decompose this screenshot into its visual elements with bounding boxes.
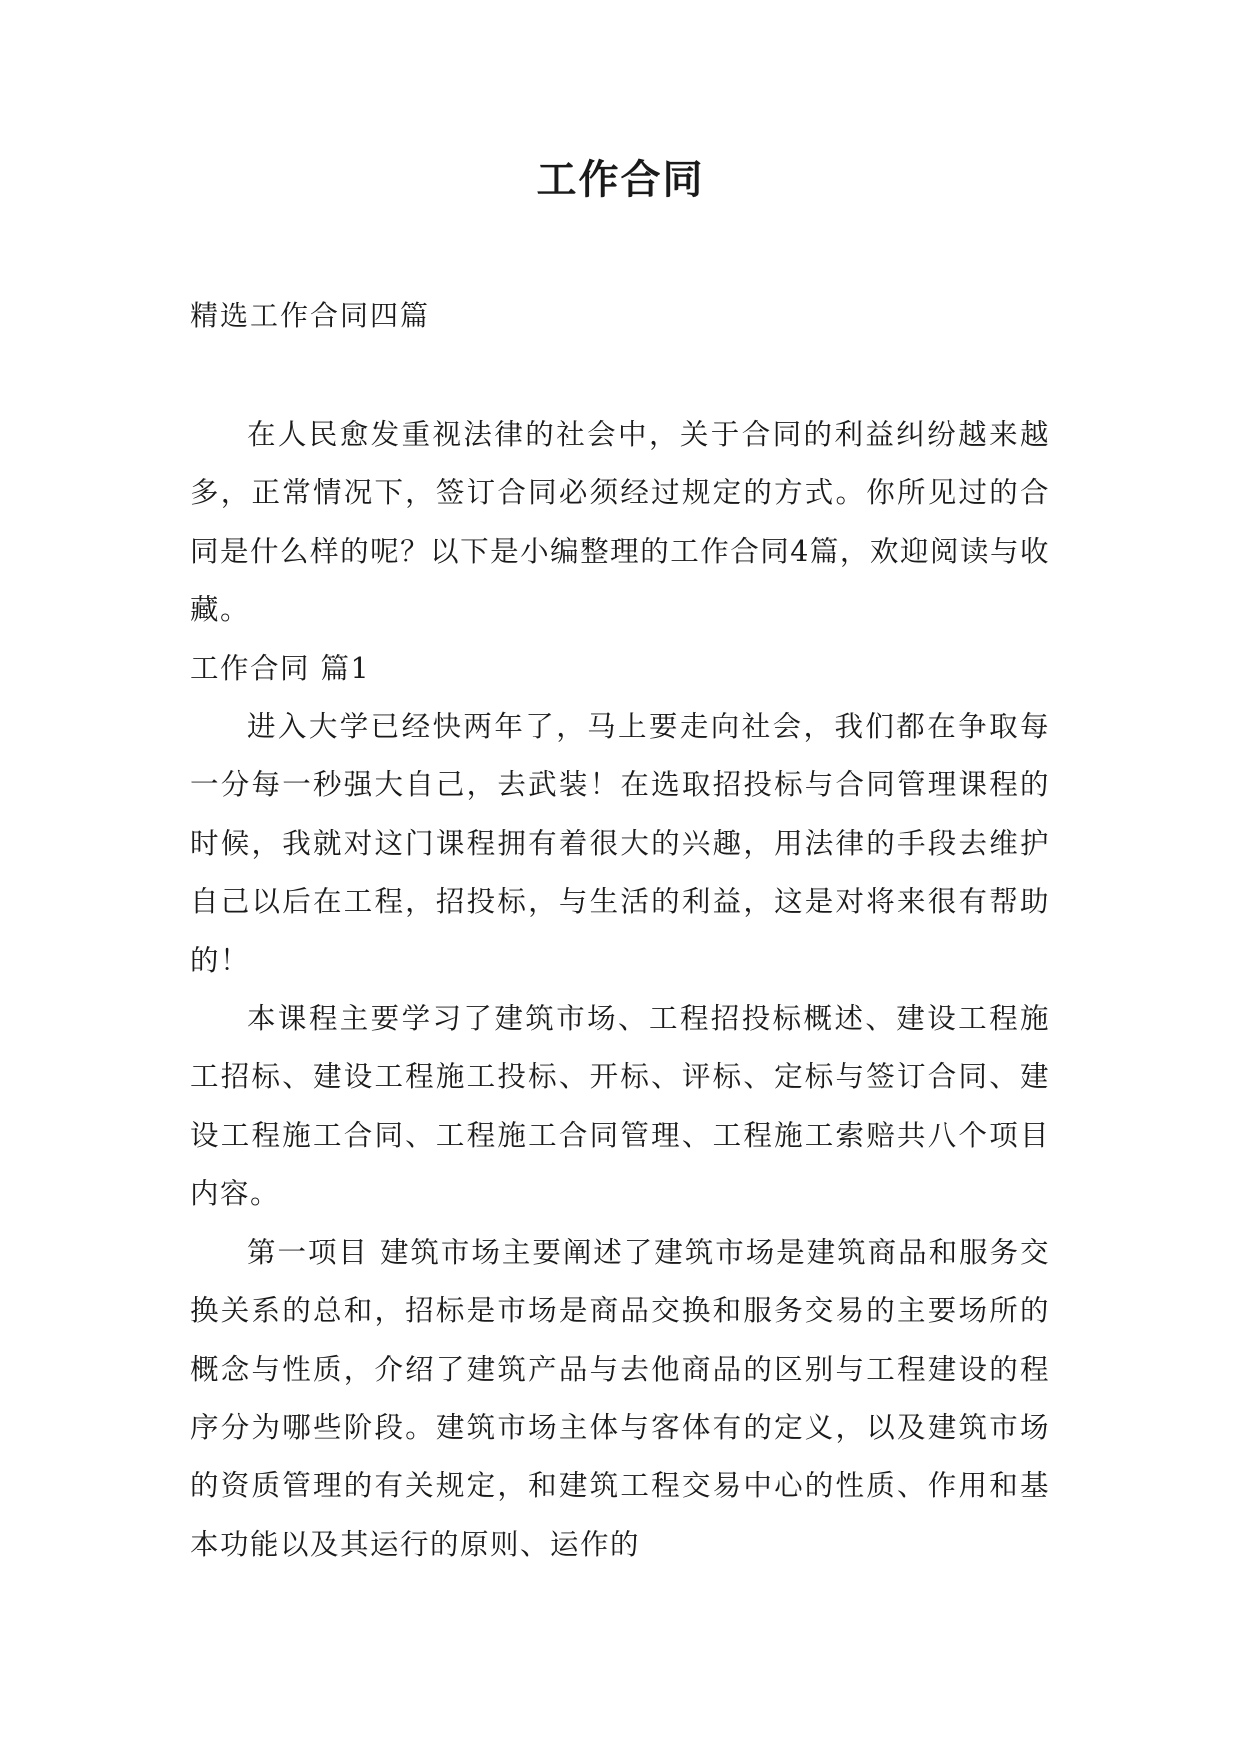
body-paragraph-3: 第一项目 建筑市场主要阐述了建筑市场是建筑商品和服务交换关系的总和，招标是市场是商品交换和服务交易的主要场所的概念与性质，介绍了建筑产品与去他商品的区别与工程建设的程序分为哪些阶段。建筑市场主体与客体有的定义，以及建筑市场的资质管理的有关规定，和建筑工程交易中心的性质、作用和基本功能以及其运行的原则、运作的 — [190, 1235, 1050, 1561]
body-paragraph-1: 进入大学已经快两年了，马上要走向社会，我们都在争取每一分每一秒强大自己，去武装！在选取招投标与合同管理课程的时候，我就对这门课程拥有着很大的兴趣，用法律的手段去维护自己以后在工程，招投标，与生活的利益，这是对将来很有帮助的！ — [190, 710, 1050, 977]
section-heading: 工作合同 篇1 — [190, 651, 371, 685]
document-subtitle: 精选工作合同四篇 — [190, 299, 431, 332]
intro-paragraph: 在人民愈发重视法律的社会中，关于合同的利益纠纷越来越多，正常情况下，签订合同必须经过规定的方式。你所见过的合同是什么样的呢？以下是小编整理的工作合同4篇，欢迎阅读与收藏。 — [190, 418, 1050, 627]
document-body — [190, 406, 1050, 1574]
document-title: 工作合同 — [536, 156, 705, 203]
body-paragraph-2: 本课程主要学习了建筑市场、工程招投标概述、建设工程施工招标、建设工程施工投标、开标、评标、定标与签订合同、建设工程施工合同、工程施工合同管理、工程施工索赔共八个项目内容。 — [190, 1002, 1050, 1211]
